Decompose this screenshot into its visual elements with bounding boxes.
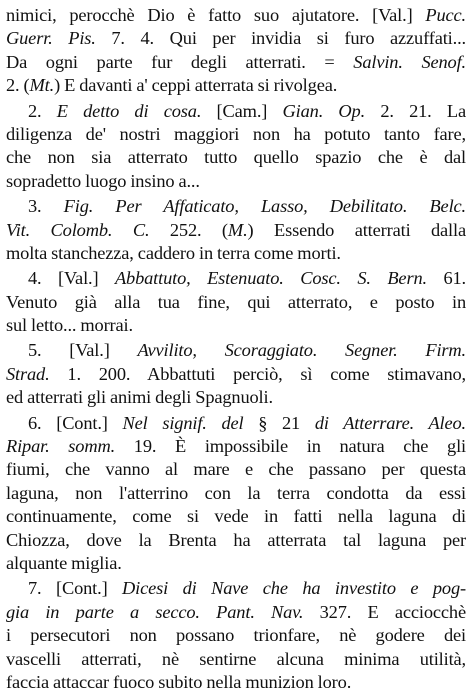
italic-text: Strad. bbox=[6, 363, 50, 384]
text-line bbox=[6, 601, 466, 624]
dictionary-entry bbox=[6, 577, 466, 694]
text-line bbox=[6, 529, 466, 552]
text-line bbox=[6, 505, 466, 528]
dictionary-entry bbox=[6, 100, 466, 194]
text-segment: diligenza de' nostri maggiori non ha potuto tanto fare, bbox=[6, 123, 466, 144]
italic-text: di Atterrare. Aleo. bbox=[314, 412, 466, 433]
text-segment: 5. [Val.] bbox=[28, 340, 138, 361]
text-line bbox=[6, 146, 466, 169]
text-line bbox=[6, 51, 466, 74]
text-segment: § 21 bbox=[243, 412, 315, 433]
text-segment: 7. 4. Qui per invidia si furo azzuffati... bbox=[95, 28, 466, 49]
text-line bbox=[6, 624, 466, 647]
text-line bbox=[6, 123, 466, 146]
text-segment: molta stanchezza, caddero in terra come morti. bbox=[6, 242, 341, 263]
text-line bbox=[6, 27, 466, 50]
text-segment: 7. [Cont.] bbox=[28, 578, 123, 599]
italic-text: Fig. Per Affaticato, Lasso, Debilitato. Belc. bbox=[63, 196, 466, 217]
dictionary-entry bbox=[6, 267, 466, 337]
italic-text: E detto di cosa. bbox=[56, 100, 202, 121]
italic-text: Vit. Colomb. C. bbox=[6, 219, 150, 240]
text-segment: continuamente, come si vede in fatti nella laguna di bbox=[6, 506, 466, 527]
text-segment: i persecutori non possano trionfare, nè godere dei bbox=[6, 625, 466, 646]
text-line bbox=[6, 339, 466, 362]
text-line bbox=[6, 458, 466, 481]
text-line bbox=[6, 552, 466, 575]
text-line bbox=[6, 314, 466, 337]
text-line bbox=[6, 363, 466, 386]
text-segment: 2. ( bbox=[6, 75, 30, 96]
italic-text: M. bbox=[227, 219, 248, 240]
text-line bbox=[6, 482, 466, 505]
text-segment: 6. [Cont.] bbox=[28, 412, 123, 433]
text-line bbox=[6, 671, 466, 694]
text-segment: sul letto... morrai. bbox=[6, 315, 133, 336]
text-line bbox=[6, 219, 466, 242]
text-segment: sopradetto luogo insino a... bbox=[6, 170, 200, 191]
text-segment: [Cam.] bbox=[201, 100, 283, 121]
text-segment: ed atterrati gli animi degli Spagnuoli. bbox=[6, 387, 273, 408]
text-line bbox=[6, 435, 466, 458]
text-segment: fiumi, che vanno al mare e che passano per questa bbox=[6, 459, 466, 480]
italic-text: Avvilito, Scoraggiato. Segner. Firm. bbox=[137, 340, 466, 361]
text-segment: 1. 200. Abbattuti perciò, sì come stimavano, bbox=[49, 363, 466, 384]
italic-text: Nel signif. del bbox=[122, 412, 244, 433]
text-segment: Da ogni parte fur degli atterrati. = bbox=[6, 51, 354, 72]
text-line bbox=[6, 195, 466, 218]
text-line bbox=[6, 242, 466, 265]
text-line bbox=[6, 412, 466, 435]
text-segment: laguna, non l'atterrino con la terra condotta da essi bbox=[6, 482, 466, 503]
text-segment: 2. bbox=[28, 100, 57, 121]
text-line bbox=[6, 291, 466, 314]
italic-text: Ripar. somm. bbox=[6, 436, 116, 457]
text-segment: 4. [Val.] bbox=[28, 268, 115, 289]
italic-text: Guerr. Pis. bbox=[6, 28, 96, 49]
text-line bbox=[6, 100, 466, 123]
text-line bbox=[6, 4, 466, 27]
italic-text: Gian. Op. bbox=[282, 100, 366, 121]
text-line bbox=[6, 74, 466, 97]
italic-text: Dicesi di Nave che ha investito e pog- bbox=[122, 578, 466, 599]
text-segment: alquante miglia. bbox=[6, 552, 122, 573]
text-segment: ) E davanti a' ceppi atterrata si rivolgea. bbox=[54, 75, 338, 96]
text-segment: 3. bbox=[28, 196, 64, 217]
text-line bbox=[6, 648, 466, 671]
text-segment: Chiozza, dove la Brenta ha atterrata tal laguna per bbox=[6, 529, 466, 550]
italic-text: gia in parte a secco. Pant. Nav. bbox=[6, 601, 304, 622]
text-segment: 252. ( bbox=[149, 219, 228, 240]
text-segment: 61. bbox=[426, 268, 466, 289]
text-segment: vascelli atterrati, nè sentirne alcuna minima utilità, bbox=[6, 648, 466, 669]
dictionary-entry bbox=[6, 195, 466, 265]
dictionary-entry bbox=[6, 339, 466, 409]
text-segment: che non sia atterrato tutto quello spazio che è dal bbox=[6, 147, 466, 168]
italic-text: Mt. bbox=[29, 75, 55, 96]
italic-text: Salvin. Senof. bbox=[353, 51, 466, 72]
italic-text: Pucc. bbox=[425, 5, 466, 25]
text-line bbox=[6, 577, 466, 600]
text-line bbox=[6, 267, 466, 290]
text-line bbox=[6, 170, 466, 193]
dictionary-entry bbox=[6, 412, 466, 576]
text-segment: ) Essendo atterrati dalla bbox=[247, 219, 466, 240]
text-segment: Venuto già alla tua fine, qui atterrato, e posto in bbox=[6, 291, 466, 312]
text-segment: 19. È impossibile in natura che gli bbox=[115, 436, 466, 457]
text-line bbox=[6, 386, 466, 409]
dictionary-entry bbox=[6, 4, 466, 98]
italic-text: Abbattuto, Estenuato. Cosc. S. Bern. bbox=[114, 268, 427, 289]
text-segment: nimici, perocchè Dio è fatto suo ajutatore. [Val.] bbox=[6, 5, 426, 25]
text-segment: 2. 21. La bbox=[365, 100, 466, 121]
text-segment: faccia attaccar fuoco subito nella munizion loro. bbox=[6, 671, 352, 692]
text-segment: 327. E acciocchè bbox=[303, 601, 466, 622]
